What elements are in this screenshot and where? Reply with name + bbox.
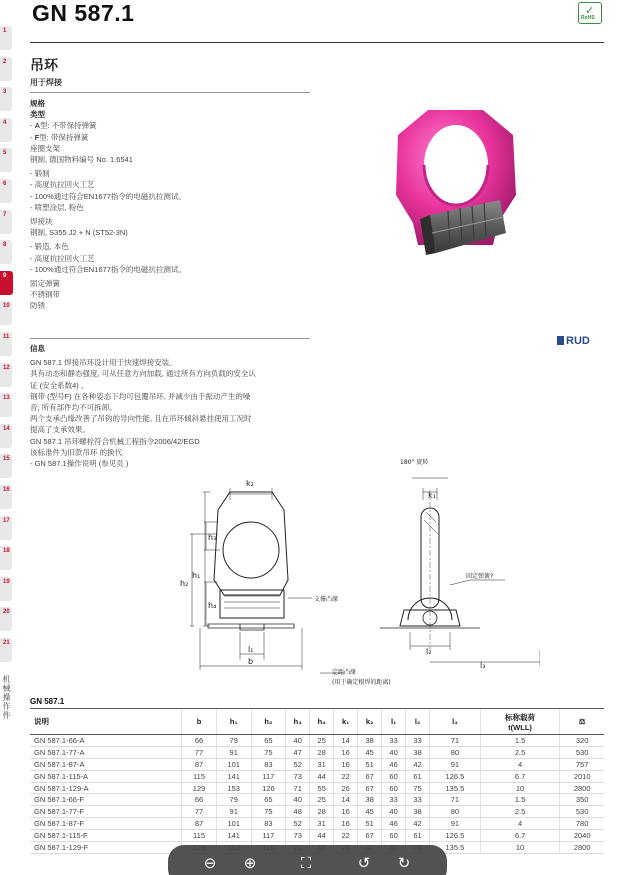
section-divider	[30, 92, 310, 93]
column-header: l₁	[382, 709, 406, 735]
table-cell: 77	[182, 806, 217, 818]
table-cell: 350	[560, 794, 604, 806]
page-title: GN 587.1	[32, 0, 135, 26]
table-cell: 52	[286, 758, 310, 770]
table-cell: 530	[560, 806, 604, 818]
table-cell: 2800	[560, 782, 604, 794]
technical-drawing	[180, 450, 540, 695]
table-cell: 66	[182, 735, 217, 747]
table-cell: 40	[382, 806, 406, 818]
table-cell: 757	[560, 758, 604, 770]
table-cell: 33	[382, 735, 406, 747]
table-cell: 55	[310, 782, 334, 794]
table-cell: 75	[406, 782, 430, 794]
table-cell: 33	[406, 735, 430, 747]
table-cell: 780	[560, 818, 604, 830]
chapter-tab-20[interactable]: 20	[0, 607, 12, 631]
table-cell: 42	[406, 818, 430, 830]
spring-material: 不锈钢带	[30, 290, 60, 300]
rotate-left-icon[interactable]: ↺	[357, 855, 371, 872]
chapter-tab-3[interactable]: 3	[0, 87, 12, 111]
table-cell: 4	[480, 758, 560, 770]
chapter-tab-14[interactable]: 14	[0, 424, 12, 448]
table-cell: 530	[560, 746, 604, 758]
table-cell: 71	[286, 782, 310, 794]
info-line: 该标准件为旧款吊环 的换代	[30, 447, 123, 457]
table-cell: 135.5	[430, 782, 481, 794]
chapter-tab-16[interactable]: 16	[0, 485, 12, 509]
table-cell: 52	[286, 818, 310, 830]
dim-h3-label: h₃	[208, 533, 217, 542]
table-cell: 46	[382, 818, 406, 830]
zoom-in-icon[interactable]: ⊕	[243, 855, 257, 872]
chapter-tab-12[interactable]: 12	[0, 363, 12, 387]
table-cell: GN 587.1-115-F	[30, 830, 182, 842]
table-cell: 141	[216, 830, 251, 842]
dim-b-label: b	[248, 657, 254, 666]
table-cell: 28	[310, 746, 334, 758]
specification-section	[30, 98, 310, 312]
table-cell: 45	[358, 746, 382, 758]
table-cell: 83	[251, 818, 286, 830]
type-heading: 类型	[30, 110, 45, 120]
table-row	[30, 782, 604, 794]
chapter-tab-13[interactable]: 13	[0, 393, 12, 417]
spec-heading: 规格	[30, 99, 45, 108]
info-line: GN 587.1 焊接吊环设计用于快速焊接安装。	[30, 358, 177, 368]
info-line: 两个支承凸缘改善了吊钩的导向性能, 且在吊环倾斜悬挂使用工况时	[30, 414, 252, 424]
rotation-label: 180° 旋转	[400, 459, 429, 466]
table-cell: 67	[358, 830, 382, 842]
table-cell: 38	[406, 806, 430, 818]
dim-k1-label: k₁	[428, 491, 436, 500]
table-cell: 91	[216, 746, 251, 758]
table-cell: 67	[358, 782, 382, 794]
table-cell: 75	[251, 806, 286, 818]
fullscreen-icon[interactable]: ⛶	[300, 855, 312, 872]
product-name: 吊环	[30, 57, 58, 73]
table-cell: 2.5	[480, 746, 560, 758]
table-cell: GN 587.1-66-F	[30, 794, 182, 806]
table-cell: 4	[480, 818, 560, 830]
info-heading: 信息	[30, 344, 45, 353]
table-row	[30, 806, 604, 818]
table-row	[30, 794, 604, 806]
table-cell: 60	[382, 830, 406, 842]
spec-bullet: - 喷塑涂层, 粉色	[30, 202, 84, 212]
dim-h1-label: h₁	[192, 571, 201, 580]
table-cell: 126.5	[430, 830, 481, 842]
table-cell: 115	[182, 770, 217, 782]
table-cell: 40	[382, 746, 406, 758]
info-line: - GN 587.1操作说明 (参见页 )	[30, 459, 129, 469]
table-cell: 79	[216, 735, 251, 747]
table-cell: 33	[406, 794, 430, 806]
column-header: h₂	[251, 709, 286, 735]
table-cell: 87	[182, 758, 217, 770]
table-cell: GN 587.1-129-F	[30, 842, 182, 854]
table-cell: 22	[334, 830, 358, 842]
column-header: 标称载荷 t(WLL)	[480, 709, 560, 735]
table-cell: 61	[406, 770, 430, 782]
weld-list	[30, 241, 310, 275]
chapter-tab-19[interactable]: 19	[0, 577, 12, 601]
table-cell: 44	[310, 830, 334, 842]
table-cell: 101	[216, 818, 251, 830]
spec-bullet: - 锻造, 本色	[30, 242, 69, 252]
viewer-toolbar	[168, 845, 447, 875]
table-cell: 126.5	[430, 770, 481, 782]
table-cell: 6.7	[480, 770, 560, 782]
table-cell: 87	[182, 818, 217, 830]
table-cell: 117	[251, 770, 286, 782]
table-cell: 135.5	[430, 842, 481, 854]
header-divider	[30, 42, 604, 43]
support-flange-label: 支撑凸缘	[314, 596, 339, 603]
weld-material: 钢制, S355 J2 + N (ST52-3N)	[30, 228, 128, 238]
rotate-right-icon[interactable]: ↻	[397, 855, 411, 872]
table-cell: 115	[182, 830, 217, 842]
table-cell: 77	[182, 746, 217, 758]
table-cell: 80	[430, 746, 481, 758]
table-cell: 40	[286, 735, 310, 747]
table-cell: 14	[334, 735, 358, 747]
info-line: 具有动态和静态强度, 可从任意方向加载, 通过所有方向负载的安全认	[30, 369, 256, 379]
table-cell: 73	[286, 830, 310, 842]
dim-h4-label: h₄	[208, 601, 217, 610]
table-row	[30, 818, 604, 830]
type-f-item: - F型: 带保持弹簧	[30, 132, 89, 142]
bracket-material: 钢制, 德国物料编号 No. 1.6541	[30, 155, 133, 165]
table-cell: 320	[560, 735, 604, 747]
chapter-tab-2[interactable]: 2	[0, 57, 12, 81]
table-cell: 2040	[560, 830, 604, 842]
zoom-out-icon[interactable]: ⊖	[203, 855, 217, 872]
table-cell: 65	[251, 794, 286, 806]
dim-k2-label: k₂	[246, 479, 254, 488]
table-cell: 28	[310, 806, 334, 818]
table-cell: 80	[430, 806, 481, 818]
chapter-tab-5[interactable]: 5	[0, 148, 12, 172]
check-icon: ✓	[585, 5, 595, 17]
table-cell: 83	[251, 758, 286, 770]
table-cell: 79	[216, 794, 251, 806]
spec-bullet: - 100%通过符合EN1677指令的电磁抗拉测试。	[30, 264, 186, 274]
spring-heading: 固定弹簧	[30, 279, 60, 289]
table-row	[30, 746, 604, 758]
table-cell: 117	[251, 830, 286, 842]
table-cell: 71	[430, 735, 481, 747]
brand-logo: RUD	[557, 335, 590, 347]
table-cell: 129	[182, 782, 217, 794]
column-header: h₁	[216, 709, 251, 735]
table-cell: 1.5	[480, 794, 560, 806]
table-row	[30, 735, 604, 747]
table-cell: 31	[310, 818, 334, 830]
column-header: l₂	[406, 709, 430, 735]
column-header: k₁	[334, 709, 358, 735]
table-cell: 2.5	[480, 806, 560, 818]
table-cell: GN 587.1-77-A	[30, 746, 182, 758]
table-cell: 45	[358, 806, 382, 818]
table-cell: 16	[334, 806, 358, 818]
rohs-badge	[578, 2, 602, 24]
table-cell: 51	[358, 818, 382, 830]
dim-h2-label: h₂	[180, 579, 189, 588]
chapter-tab-1[interactable]: 1	[0, 26, 12, 50]
table-caption: GN 587.1	[30, 697, 65, 706]
spring-finish: 防锈	[30, 301, 45, 311]
table-cell: 65	[251, 735, 286, 747]
table-cell: 67	[358, 770, 382, 782]
table-cell: 25	[310, 735, 334, 747]
table-row	[30, 770, 604, 782]
chapter-tab-4[interactable]: 4	[0, 118, 12, 142]
table-cell: 101	[216, 758, 251, 770]
dim-l2-label: l₂	[426, 647, 432, 656]
chapter-tab-17[interactable]: 17	[0, 516, 12, 540]
rud-logo-icon	[557, 336, 564, 345]
dim-l1-label: l₁	[248, 645, 254, 654]
table-cell: 33	[382, 794, 406, 806]
table-cell: 38	[358, 794, 382, 806]
product-subtitle: 用于焊接	[30, 78, 62, 87]
column-header: ⚖	[560, 709, 604, 735]
chapter-tab-21[interactable]: 21	[0, 638, 12, 662]
table-header-row	[30, 709, 604, 735]
spec-bullet: - 高度抗拉回火工艺	[30, 180, 95, 190]
column-header: h₄	[310, 709, 334, 735]
table-cell: 2800	[560, 842, 604, 854]
table-cell: 10	[480, 782, 560, 794]
table-cell: 91	[430, 818, 481, 830]
bracket-list	[30, 168, 310, 213]
product-image	[388, 105, 523, 305]
table-cell: 1.5	[480, 735, 560, 747]
table-cell: 6.7	[480, 830, 560, 842]
retaining-spring-label: 固定弹簧?	[466, 573, 494, 580]
table-cell: GN 587.1-129-A	[30, 782, 182, 794]
table-cell: 26	[334, 782, 358, 794]
bracket-heading: 座圈支架	[30, 143, 60, 153]
table-cell: 66	[182, 794, 217, 806]
table-cell: 38	[406, 746, 430, 758]
table-cell: 16	[334, 758, 358, 770]
table-cell: 14	[334, 794, 358, 806]
column-header: h₃	[286, 709, 310, 735]
info-line: 音, 所有部件均不可拆卸。	[30, 403, 117, 413]
table-cell: 91	[430, 758, 481, 770]
table-cell: 73	[286, 770, 310, 782]
chapter-tab-6[interactable]: 6	[0, 179, 12, 203]
chapter-tab-10[interactable]: 10	[0, 301, 12, 325]
table-cell: 40	[286, 794, 310, 806]
table-cell: 22	[334, 770, 358, 782]
type-a-item: - A型: 不带保持弹簧	[30, 121, 97, 131]
section-divider	[30, 338, 310, 339]
table-cell: 10	[480, 842, 560, 854]
table-cell: 75	[251, 746, 286, 758]
info-line: 钢带 (型号F) 在各种姿态下均可包覆吊环, 并减少由于振动产生的噪	[30, 391, 251, 401]
chapter-tab-18[interactable]: 18	[0, 546, 12, 570]
table-cell: 91	[216, 806, 251, 818]
chapter-tab-8[interactable]: 8	[0, 240, 12, 264]
column-header: l₃	[430, 709, 481, 735]
spacer-flange-note: (用于确定根焊的距离)	[332, 679, 391, 686]
table-cell: 141	[216, 770, 251, 782]
table-cell: 60	[382, 782, 406, 794]
table-cell: 31	[310, 758, 334, 770]
spec-bullet: - 100%通过符合EN1677指令的电磁抗拉测试。	[30, 191, 186, 201]
table-cell: 47	[286, 746, 310, 758]
table-row	[30, 830, 604, 842]
table-cell: 51	[358, 758, 382, 770]
table-cell: 16	[334, 746, 358, 758]
table-cell: 44	[310, 770, 334, 782]
table-cell: 42	[406, 758, 430, 770]
info-line: 提高了支承效果。	[30, 425, 90, 435]
table-cell: 25	[310, 794, 334, 806]
table-body	[30, 735, 604, 854]
chapter-tab-7[interactable]: 7	[0, 210, 12, 234]
column-header: 说明	[30, 709, 182, 735]
table-cell: GN 587.1-115-A	[30, 770, 182, 782]
table-cell: GN 587.1-87-F	[30, 818, 182, 830]
table-cell: 71	[430, 794, 481, 806]
table-cell: 46	[382, 758, 406, 770]
table-cell: 61	[406, 830, 430, 842]
dim-l3-label: l₃	[480, 661, 486, 670]
rohs-label: RoHS	[581, 15, 595, 21]
spec-bullet: - 高度抗拉回火工艺	[30, 253, 95, 263]
chapter-tab-11[interactable]: 11	[0, 332, 12, 356]
table-cell: 48	[286, 806, 310, 818]
dimension-table	[30, 708, 604, 854]
spec-bullet: - 锻制	[30, 169, 50, 179]
table-cell: GN 587.1-66-A	[30, 735, 182, 747]
table-row	[30, 758, 604, 770]
spacer-flange-label: 定距凸缘	[332, 669, 357, 676]
table-cell: 153	[216, 782, 251, 794]
table-cell: 126	[251, 782, 286, 794]
info-line: GN 587.1 吊环螺栓符合机械工程指令2006/42/EGD	[30, 436, 200, 446]
table-cell: 38	[358, 735, 382, 747]
info-line: 证 (安全系数4) 。	[30, 380, 89, 390]
column-header: b	[182, 709, 217, 735]
side-section-label: 机械操作件	[2, 675, 11, 720]
table-cell: 16	[334, 818, 358, 830]
column-header: k₂	[358, 709, 382, 735]
table-cell: GN 587.1-77-F	[30, 806, 182, 818]
chapter-tab-15[interactable]: 15	[0, 454, 12, 478]
weld-heading: 焊接块	[30, 217, 53, 227]
table-cell: GN 587.1-87-A	[30, 758, 182, 770]
chapter-tab-9[interactable]: 9	[0, 271, 13, 295]
table-cell: 60	[382, 770, 406, 782]
table-cell: 2010	[560, 770, 604, 782]
